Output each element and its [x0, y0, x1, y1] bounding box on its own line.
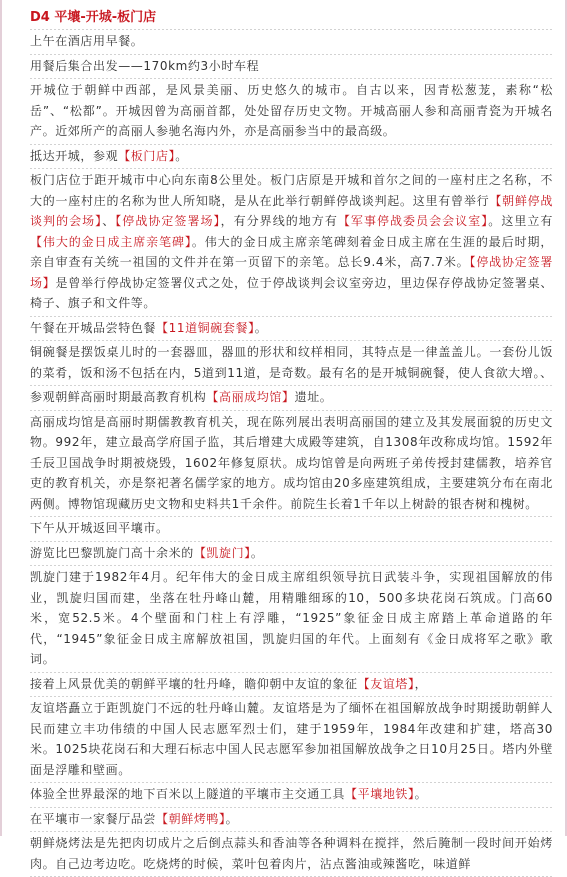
highlight-text: 【停战协定签署场】: [115, 214, 221, 228]
highlight-text: 【凯旋门】: [193, 545, 251, 560]
itinerary-content: [30, 8, 553, 877]
highlight-text: 【朝鲜烤鸭】: [156, 811, 226, 826]
body-text: 午餐在开城品尝特色餐: [30, 320, 157, 335]
body-text: ，有分界线的地方有: [220, 214, 338, 228]
body-text: 开城位于朝鲜中西部，是风景美丽、历史悠久的城市。自古以来，因青松葱茏，素称“松岳”、“松都”。开城因曾为高丽首都，处处留存历史文物。开城高丽人参和高丽青瓷为开城名产。近郊所产的高丽人参驰名海内外，亦是高丽参当中的最高级。: [30, 83, 553, 138]
body-text: 板门店位于距开城市中心向东南8公里处。板门店原是开城和首尔之间的一座村庄之名称，不大的一座村庄的名称为世人所知晓，是从在此举行朝鲜停战谈判起。这里有曾举行: [30, 173, 553, 208]
body-text: 是曾举行停战协定签署仪式之处，位于停战谈判会议室旁边，里边保存停战协定签署桌、椅子、旗子和文件等。: [30, 275, 554, 310]
body-text: 。: [175, 148, 188, 163]
paragraph: [30, 79, 553, 144]
left-border: [0, 0, 2, 836]
highlight-text: 【11道铜碗套餐】: [156, 320, 255, 335]
body-text: 。伟大的金日成主席亲笔碑刻着金日成主席在生涯的最后时期，亲自审查有关统一祖国的文件并在第一页留下的亲笔。总长9.4米，高7.7米。: [30, 234, 553, 269]
body-text: 抵达开城，参观: [30, 148, 119, 163]
body-text: 。这里立有: [488, 214, 554, 228]
body-text: 遗址。: [294, 390, 333, 404]
highlight-text: 【平壤地铁】: [345, 787, 415, 801]
day-title: D4 平壤-开城-板门店: [30, 10, 157, 25]
paragraph: [30, 783, 553, 807]
body-text: 铜碗餐是摆饭桌儿时的一套器皿，器皿的形状和纹样相同，其特点是一律盖盖儿。一套份儿饭的菜肴，饭和汤不包括在内，5道到11道，是奇数。最有名的是开城铜碗餐，使人食欲大增。、: [30, 345, 553, 380]
body-text: 朝鲜烧烤法是先把肉切成片之后倒点蒜头和香油等各种调料在搅拌，然后腌制一段时间开始烤肉。自己边考边吃。吃烧烤的时候，菜叶包着肉片，沾点酱油或辣酱吃，味道鲜: [30, 836, 553, 871]
highlight-text: 【军事停战委员会会议室】: [337, 214, 489, 228]
paragraph: [30, 542, 553, 566]
body-text: 上午在酒店用早餐。: [30, 34, 144, 48]
highlight-text: 【板门店】: [118, 148, 176, 163]
paragraph: [30, 673, 553, 697]
body-text: 用餐后集合出发——170km约3小时车程: [30, 58, 260, 73]
highlight-text: 【朝鲜停战谈判的会场】: [30, 193, 553, 228]
highlight-text: 【友谊塔】: [357, 676, 415, 691]
paragraph: [30, 566, 553, 672]
body-text: 在平壤市一家餐厅品尝: [30, 811, 157, 826]
paragraph: [30, 317, 553, 341]
body-text: 。: [414, 787, 428, 801]
body-text: 下午从开城返回平壤市。: [30, 521, 169, 535]
body-text: 接着上风景优美的朝鲜平壤的牡丹峰，瞻仰朝中友谊的象征: [30, 676, 358, 691]
highlight-text: 【高丽成均馆】: [206, 390, 295, 404]
paragraph: [30, 55, 553, 79]
paragraph: [30, 517, 553, 541]
paragraph: [30, 411, 553, 517]
paragraph: [30, 341, 553, 385]
body-text: 。: [225, 811, 239, 826]
paragraph: [30, 145, 553, 169]
paragraph: [30, 697, 553, 782]
body-text: 体验全世界最深的地下百米以上隧道的平壤市主交通工具: [30, 787, 346, 801]
body-text: 、: [102, 214, 116, 228]
paragraph: [30, 832, 553, 876]
paragraph: [30, 30, 553, 54]
body-text: 凯旋门建于1982年4月。纪年伟大的金日成主席组织领导抗日武装斗争，实现祖国解放的伟业，凯旋归国而建，坐落在牡丹峰山麓，用精雕细琢的10，500多块花岗石筑成。门高60米，宽52.5米。4个壁面和门柱上有浮雕，“1925”象征金日成主席踏上革命道路的年代，“1945”象征金日成主席解放祖国，凯旋归国的年代。上面刻有《金日成将军之歌》歌词。: [30, 570, 553, 666]
highlight-text: 【伟大的金日成主席亲笔碑】: [30, 234, 192, 249]
body-text: 高丽成均馆是高丽时期儒教教育机关，现在陈列展出表明高丽国的建立及其发展面貌的历史文物。992年，建立最高学府国子监，其后增建大成殿等建筑，自1308年改称成均馆。1592年壬辰卫国战争时期被烧毁，1602年修复原状。成均馆曾是向两班子弟传授封建儒教，培养官吏的教育机关，亦是祭祀著名儒学家的地方。成均馆由20多座建筑组成，主要建筑分布在南北两侧。博物馆现藏历史文物和史料共1千余件。前院生长着1千年以上树龄的银杏树和槐树。: [30, 414, 553, 511]
body-text: 友谊塔矗立于距凯旋门不远的牡丹峰山麓。友谊塔是为了缅怀在祖国解放战争时期援助朝鲜人民而建立丰功伟绩的中国人民志愿军烈士们，建于1959年，1984年改建和扩建，塔高30米。1025块花岗石和大理石标志中国人民志愿军参加祖国解放战争之日10月25日。塔内外壁面是浮雕和壁画。: [30, 701, 553, 777]
highlight-text: 【停战协定签署场】: [30, 255, 553, 290]
paragraph: [30, 169, 553, 316]
body-text: 。: [254, 320, 268, 335]
body-text: ，: [414, 676, 428, 691]
body-text: 参观朝鲜高丽时期最高教育机构: [30, 390, 207, 404]
body-text: 游览比巴黎凯旋门高十余米的: [30, 545, 194, 560]
paragraph: [30, 808, 553, 832]
body-text: 。: [250, 545, 264, 560]
paragraph: [30, 386, 553, 410]
